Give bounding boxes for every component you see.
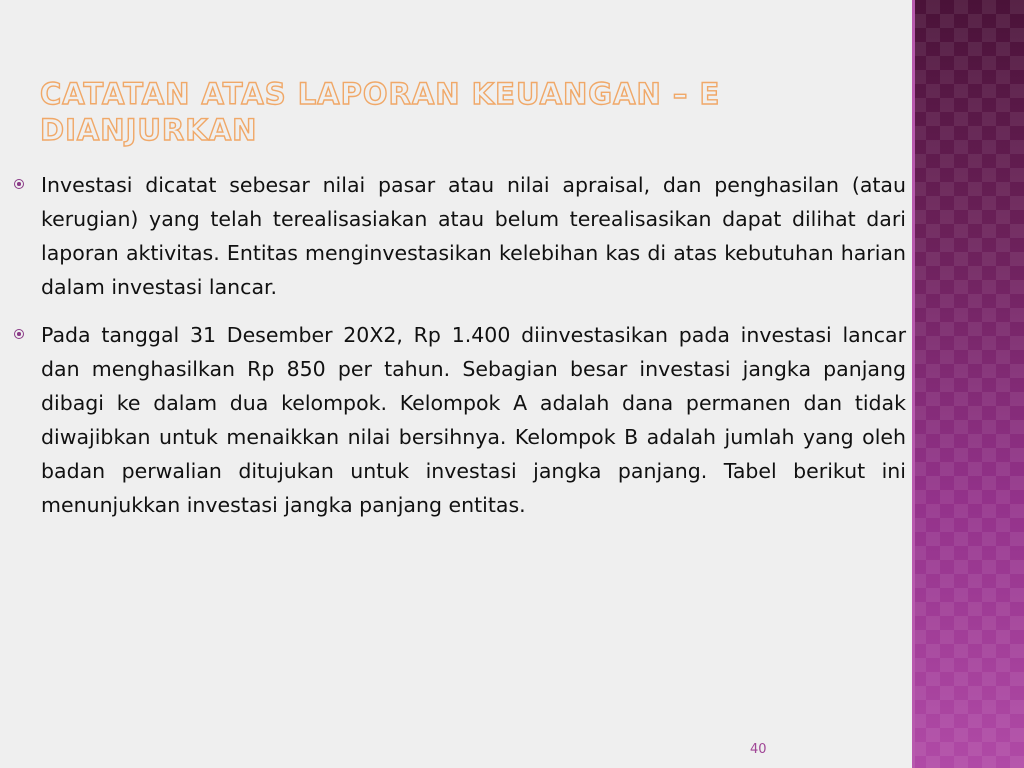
- bullet-text: Pada tanggal 31 Desember 20X2, Rp 1.400 diinvestasikan pada investasi lancar dan menghasilkan Rp 850 per tahun. Sebagian besar investasi jangka panjang dibagi ke dalam dua kelompok. Kelompok A adalah dana permanen dan tidak diwajibkan untuk menaikkan nilai bersihnya. Kelompok B adalah jumlah yang oleh badan perwalian ditujukan untuk investasi jangka panjang. Tabel berikut ini menunjukkan investasi jangka panjang entitas.: [41, 323, 906, 517]
- side-panel-edge: [912, 0, 915, 768]
- slide-title: CATATAN ATAS LAPORAN KEUANGAN – E DIANJURKAN: [40, 77, 721, 147]
- slide-content: [14, 168, 906, 536]
- diamond-pattern: [912, 0, 1024, 768]
- bullet-item: [14, 318, 906, 522]
- circle-dot-bullet-icon: [14, 329, 24, 339]
- decorative-side-panel: [912, 0, 1024, 768]
- circle-dot-bullet-icon: [14, 179, 24, 189]
- bullet-text: Investasi dicatat sebesar nilai pasar atau nilai apraisal, dan penghasilan (atau kerugian) yang telah terealisasiakan atau belum terealisasikan dapat dilihat dari laporan aktivitas. Entitas menginvestasikan kelebihan kas di atas kebutuhan harian dalam investasi lancar.: [41, 173, 906, 299]
- bullet-item: [14, 168, 906, 304]
- page-number: 40: [750, 742, 767, 757]
